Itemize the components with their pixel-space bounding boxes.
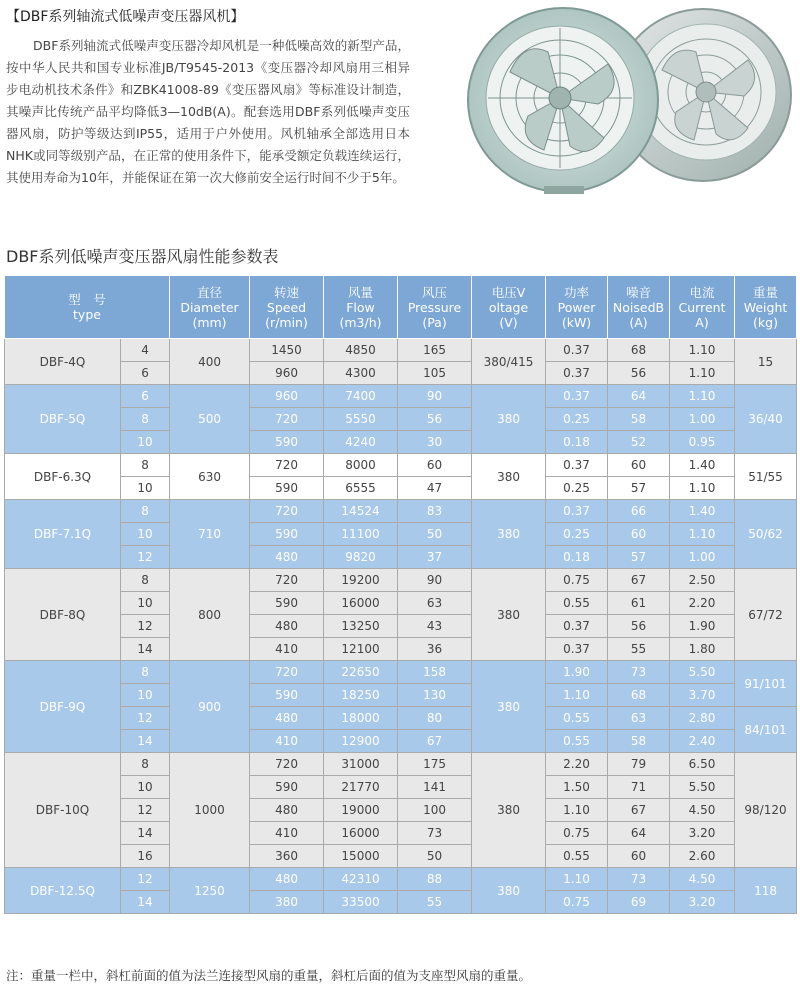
table-row [5,707,797,730]
poles-cell: 14 [121,891,170,914]
speed-cell: 380 [250,891,324,914]
poles-cell: 12 [121,868,170,891]
pressure-cell: 80 [398,707,472,730]
speed-cell: 480 [250,799,324,822]
speed-cell: 720 [250,408,324,431]
noise-cell: 73 [608,661,670,684]
noise-cell: 79 [608,753,670,776]
section-title: 【DBF系列轴流式低噪声变压器风机】 [6,9,245,25]
pressure-cell: 55 [398,891,472,914]
current-cell: 4.50 [670,868,735,891]
footnote: 注：重量一栏中，斜杠前面的值为法兰连接型风扇的重量，斜杠后面的值为支座型风扇的重量。 [6,968,532,983]
poles-cell: 10 [121,477,170,500]
poles-cell: 10 [121,684,170,707]
power-cell: 1.10 [546,868,608,891]
flow-cell: 21770 [324,776,398,799]
voltage-cell: 380 [472,500,546,569]
poles-cell: 8 [121,753,170,776]
noise-cell: 60 [608,523,670,546]
current-cell: 3.20 [670,822,735,845]
current-cell: 1.10 [670,362,735,385]
table-row [5,546,797,569]
table-row [5,523,797,546]
weight-cell: 51/55 [735,454,797,500]
table-row [5,845,797,868]
power-cell: 1.10 [546,684,608,707]
weight-cell: 36/40 [735,385,797,454]
weight-cell: 67/72 [735,569,797,661]
current-cell: 2.20 [670,592,735,615]
pressure-cell: 88 [398,868,472,891]
weight-cell: 15 [735,339,797,385]
noise-cell: 67 [608,569,670,592]
current-cell: 2.50 [670,569,735,592]
poles-cell: 8 [121,454,170,477]
header-power: 功率 Power (kW) [546,276,608,339]
pressure-cell: 165 [398,339,472,362]
flow-cell: 18000 [324,707,398,730]
power-cell: 0.37 [546,500,608,523]
model-cell: DBF-8Q [5,569,121,661]
model-cell: DBF-5Q [5,385,121,454]
diameter-cell: 630 [170,454,250,500]
pressure-cell: 73 [398,822,472,845]
table-row [5,385,797,408]
power-cell: 0.75 [546,822,608,845]
speed-cell: 720 [250,569,324,592]
pressure-cell: 63 [398,592,472,615]
voltage-cell: 380 [472,661,546,753]
voltage-cell: 380 [472,569,546,661]
flow-cell: 12900 [324,730,398,753]
flow-cell: 19000 [324,799,398,822]
poles-cell: 6 [121,385,170,408]
speed-cell: 590 [250,776,324,799]
speed-cell: 590 [250,592,324,615]
flow-cell: 42310 [324,868,398,891]
flow-cell: 31000 [324,753,398,776]
speed-cell: 590 [250,523,324,546]
header-weight: 重量 Weight (kg) [735,276,797,339]
table-row [5,661,797,684]
table-row [5,868,797,891]
diameter-cell: 400 [170,339,250,385]
flow-cell: 33500 [324,891,398,914]
flow-cell: 18250 [324,684,398,707]
current-cell: 1.40 [670,454,735,477]
noise-cell: 66 [608,500,670,523]
voltage-cell: 380/415 [472,339,546,385]
diameter-cell: 900 [170,661,250,753]
table-row [5,431,797,454]
pressure-cell: 50 [398,523,472,546]
noise-cell: 69 [608,891,670,914]
poles-cell: 16 [121,845,170,868]
speed-cell: 480 [250,868,324,891]
current-cell: 1.10 [670,523,735,546]
table-row [5,615,797,638]
table-row [5,477,797,500]
intro-paragraph: DBF系列轴流式低噪声变压器冷却风机是一种低噪高效的新型产品，按中华人民共和国专业标准JB/T9545-2013《变压器冷却风扇用三相异步电动机技术条件》和ZBK41008-89《变压器风扇》等标准设计制造，其噪声比传统产品平均降低3—10dB(A)。配套选用DBF系列低噪声变压器风扇，防护等级达到IP55，适用于户外使用。风机轴承全部选用日本NHK或同等级别产品，在正常的使用条件下，能承受额定负载连续运行，其使用寿命为10年，并能保证在第一次大修前安全运行时间不少于5年。 [6,38,410,185]
poles-cell: 14 [121,638,170,661]
current-cell: 4.50 [670,799,735,822]
fan-product-photo [448,0,798,200]
header-type: 型 号 type [5,276,170,339]
pressure-cell: 60 [398,454,472,477]
diameter-cell: 800 [170,569,250,661]
header-pressure: 风压 Pressure (Pa) [398,276,472,339]
table-row [5,454,797,477]
pressure-cell: 37 [398,546,472,569]
header-flow: 风量 Flow (m3/h) [324,276,398,339]
current-cell: 6.50 [670,753,735,776]
current-cell: 1.10 [670,339,735,362]
speed-cell: 720 [250,753,324,776]
pressure-cell: 90 [398,385,472,408]
power-cell: 0.37 [546,615,608,638]
table-row [5,339,797,362]
pressure-cell: 100 [398,799,472,822]
model-cell: DBF-4Q [5,339,121,385]
power-cell: 0.25 [546,477,608,500]
speed-cell: 960 [250,385,324,408]
speed-cell: 590 [250,477,324,500]
poles-cell: 12 [121,546,170,569]
noise-cell: 71 [608,776,670,799]
speed-cell: 590 [250,431,324,454]
speed-cell: 410 [250,822,324,845]
power-cell: 0.55 [546,707,608,730]
speed-cell: 360 [250,845,324,868]
header-current: 电流 Current A) [670,276,735,339]
poles-cell: 12 [121,799,170,822]
spec-table [4,275,797,914]
poles-cell: 8 [121,500,170,523]
poles-cell: 8 [121,661,170,684]
flow-cell: 16000 [324,592,398,615]
power-cell: 0.37 [546,385,608,408]
table-row [5,362,797,385]
diameter-cell: 710 [170,500,250,569]
table-row [5,891,797,914]
flow-cell: 16000 [324,822,398,845]
noise-cell: 57 [608,477,670,500]
pressure-cell: 83 [398,500,472,523]
noise-cell: 58 [608,730,670,753]
current-cell: 3.70 [670,684,735,707]
power-cell: 0.18 [546,431,608,454]
pressure-cell: 43 [398,615,472,638]
current-cell: 1.90 [670,615,735,638]
table-header-row [5,276,797,339]
table-row [5,799,797,822]
pressure-cell: 105 [398,362,472,385]
model-cell: DBF-10Q [5,753,121,868]
power-cell: 0.18 [546,546,608,569]
flow-cell: 8000 [324,454,398,477]
flow-cell: 5550 [324,408,398,431]
noise-cell: 56 [608,362,670,385]
weight-cell: 91/101 [735,661,797,707]
speed-cell: 960 [250,362,324,385]
pressure-cell: 141 [398,776,472,799]
poles-cell: 12 [121,615,170,638]
speed-cell: 410 [250,638,324,661]
current-cell: 1.00 [670,408,735,431]
power-cell: 0.37 [546,454,608,477]
poles-cell: 14 [121,730,170,753]
noise-cell: 63 [608,707,670,730]
flow-cell: 7400 [324,385,398,408]
header-voltage: 电压V oltage (V) [472,276,546,339]
flow-cell: 4850 [324,339,398,362]
power-cell: 0.75 [546,569,608,592]
header-noise: 噪音 NoisedB (A) [608,276,670,339]
current-cell: 0.95 [670,431,735,454]
diameter-cell: 1000 [170,753,250,868]
voltage-cell: 380 [472,454,546,500]
model-cell: DBF-7.1Q [5,500,121,569]
table-row [5,776,797,799]
flow-cell: 12100 [324,638,398,661]
pressure-cell: 175 [398,753,472,776]
pressure-cell: 67 [398,730,472,753]
speed-cell: 1450 [250,339,324,362]
table-row [5,569,797,592]
pressure-cell: 90 [398,569,472,592]
noise-cell: 60 [608,845,670,868]
flow-cell: 11100 [324,523,398,546]
power-cell: 0.55 [546,730,608,753]
poles-cell: 4 [121,339,170,362]
flow-cell: 4240 [324,431,398,454]
poles-cell: 10 [121,431,170,454]
speed-cell: 410 [250,730,324,753]
noise-cell: 64 [608,822,670,845]
table-row [5,684,797,707]
power-cell: 0.37 [546,339,608,362]
noise-cell: 52 [608,431,670,454]
weight-cell: 84/101 [735,707,797,753]
speed-cell: 480 [250,546,324,569]
poles-cell: 10 [121,592,170,615]
table-title: DBF系列低噪声变压器风扇性能参数表 [6,247,279,266]
pressure-cell: 158 [398,661,472,684]
noise-cell: 68 [608,684,670,707]
poles-cell: 12 [121,707,170,730]
flow-cell: 15000 [324,845,398,868]
table-row [5,500,797,523]
power-cell: 0.37 [546,362,608,385]
pressure-cell: 36 [398,638,472,661]
noise-cell: 56 [608,615,670,638]
speed-cell: 720 [250,500,324,523]
current-cell: 1.10 [670,477,735,500]
noise-cell: 55 [608,638,670,661]
power-cell: 1.90 [546,661,608,684]
power-cell: 1.10 [546,799,608,822]
noise-cell: 73 [608,868,670,891]
noise-cell: 64 [608,385,670,408]
header-speed: 转速 Speed (r/min) [250,276,324,339]
poles-cell: 10 [121,776,170,799]
table-row [5,730,797,753]
current-cell: 1.10 [670,385,735,408]
poles-cell: 10 [121,523,170,546]
power-cell: 0.55 [546,592,608,615]
speed-cell: 720 [250,661,324,684]
pressure-cell: 47 [398,477,472,500]
noise-cell: 58 [608,408,670,431]
table-row [5,753,797,776]
flow-cell: 13250 [324,615,398,638]
poles-cell: 8 [121,569,170,592]
current-cell: 2.80 [670,707,735,730]
weight-cell: 118 [735,868,797,914]
voltage-cell: 380 [472,868,546,914]
weight-cell: 50/62 [735,500,797,569]
voltage-cell: 380 [472,385,546,454]
table-row [5,638,797,661]
pressure-cell: 50 [398,845,472,868]
speed-cell: 480 [250,707,324,730]
flow-cell: 9820 [324,546,398,569]
current-cell: 1.40 [670,500,735,523]
header-diameter: 直径 Diameter (mm) [170,276,250,339]
poles-cell: 6 [121,362,170,385]
poles-cell: 8 [121,408,170,431]
weight-cell: 98/120 [735,753,797,868]
current-cell: 1.00 [670,546,735,569]
pressure-cell: 56 [398,408,472,431]
power-cell: 0.25 [546,523,608,546]
current-cell: 2.60 [670,845,735,868]
flow-cell: 6555 [324,477,398,500]
speed-cell: 720 [250,454,324,477]
noise-cell: 68 [608,339,670,362]
table-row [5,408,797,431]
flow-cell: 4300 [324,362,398,385]
flow-cell: 22650 [324,661,398,684]
model-cell: DBF-9Q [5,661,121,753]
noise-cell: 67 [608,799,670,822]
model-cell: DBF-12.5Q [5,868,121,914]
spec-table-body [5,339,797,914]
pressure-cell: 130 [398,684,472,707]
speed-cell: 590 [250,684,324,707]
power-cell: 0.37 [546,638,608,661]
diameter-cell: 1250 [170,868,250,914]
current-cell: 1.80 [670,638,735,661]
noise-cell: 57 [608,546,670,569]
table-row [5,822,797,845]
flow-cell: 19200 [324,569,398,592]
power-cell: 1.50 [546,776,608,799]
power-cell: 0.55 [546,845,608,868]
pressure-cell: 30 [398,431,472,454]
table-row [5,592,797,615]
model-cell: DBF-6.3Q [5,454,121,500]
voltage-cell: 380 [472,753,546,868]
power-cell: 0.75 [546,891,608,914]
noise-cell: 60 [608,454,670,477]
power-cell: 0.25 [546,408,608,431]
current-cell: 3.20 [670,891,735,914]
noise-cell: 61 [608,592,670,615]
current-cell: 5.50 [670,661,735,684]
current-cell: 5.50 [670,776,735,799]
diameter-cell: 500 [170,385,250,454]
poles-cell: 14 [121,822,170,845]
flow-cell: 14524 [324,500,398,523]
power-cell: 2.20 [546,753,608,776]
current-cell: 2.40 [670,730,735,753]
speed-cell: 480 [250,615,324,638]
